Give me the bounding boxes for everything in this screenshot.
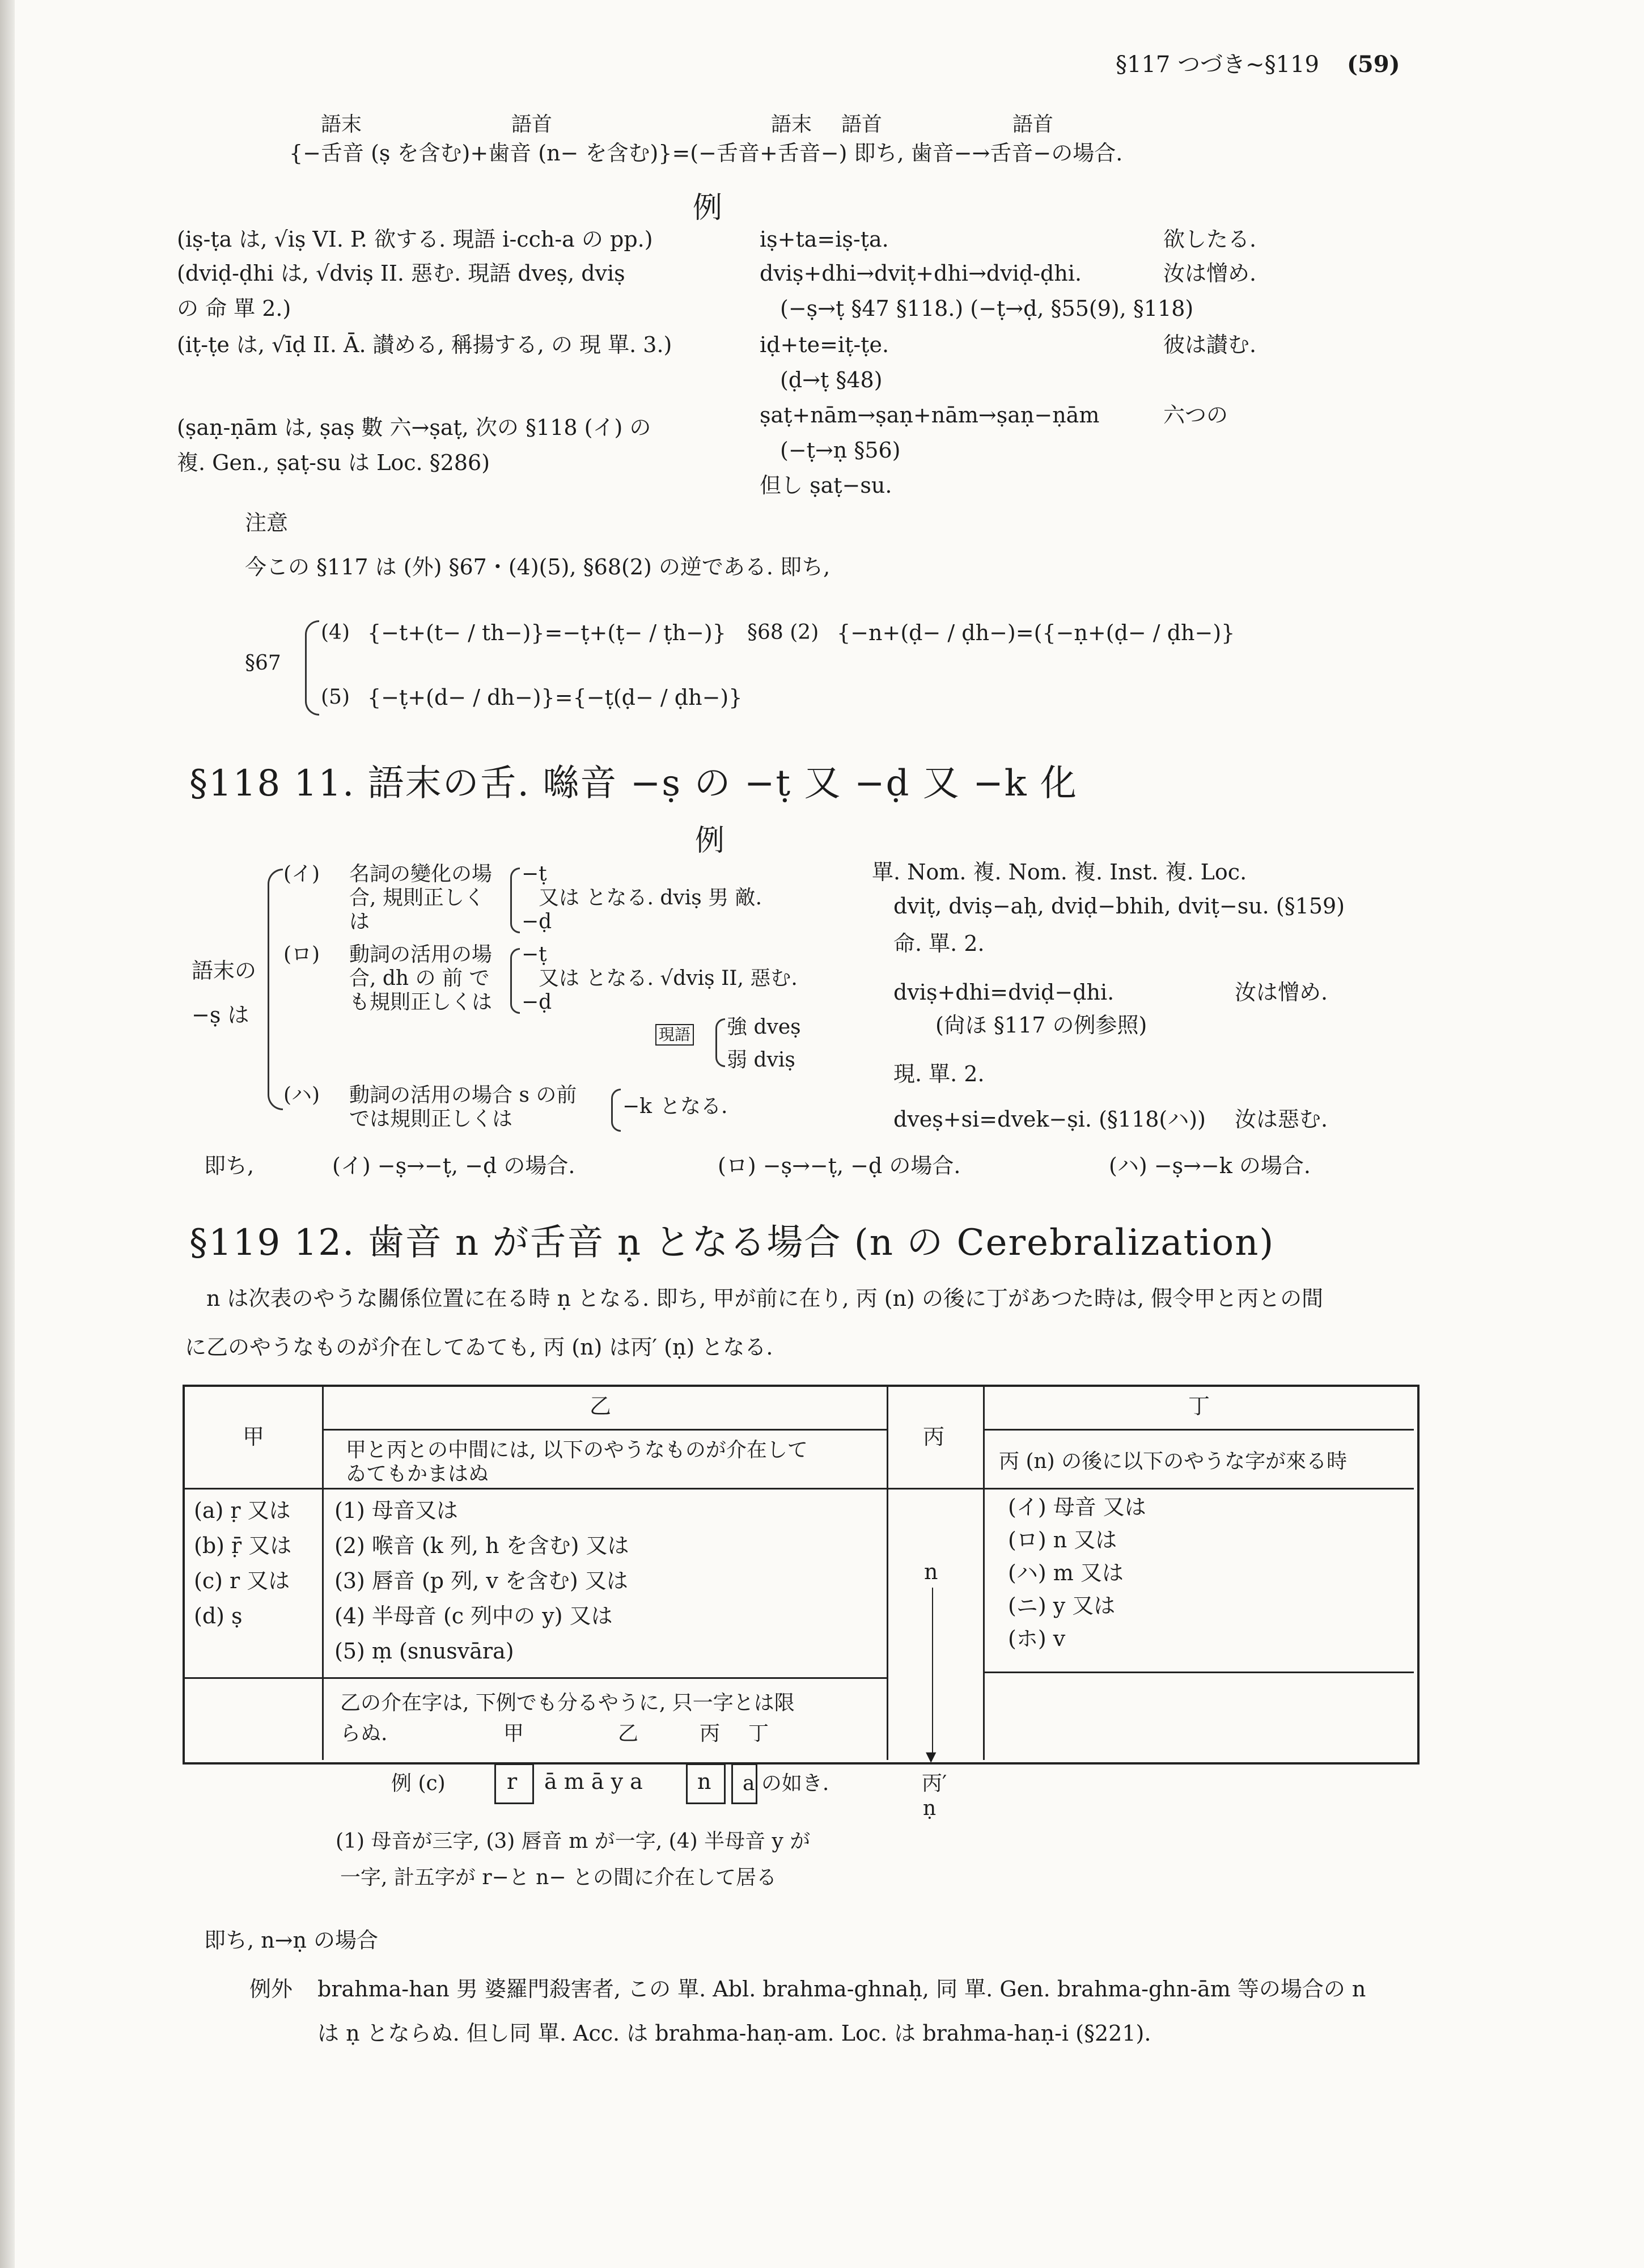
table-otsu-1: (1) 母音又は [334,1498,458,1523]
table-col-line-3 [983,1387,985,1760]
table-ex-middle: ā m ā y a [544,1769,643,1794]
s118-right-ex1: dviṣ+dhi=dviḍ−ḍhi. [893,980,1115,1005]
table-tei-ro: (ロ) n 又は [1008,1527,1117,1552]
note-dviddhi-2: の 命 單 2.) [177,296,291,321]
label-gomatsu-2: 語末 [771,113,812,136]
table-otsu-3: (3) 唇音 (p 列, v を含む) 又は [334,1568,628,1593]
section-118-heading: §118 11. 語末の舌. 噝音 −ṣ の −ṭ 又 −ḍ 又 −k 化 [189,763,1078,805]
table-hei-prime: 丙′ [922,1772,947,1795]
table-header-ko: 甲 [243,1424,265,1449]
page-number: (59) [1347,51,1400,78]
formula-67-row4-label: (4) [321,621,350,644]
example-heading: 例 [693,191,723,225]
s118-weak: 弱 dviṣ [727,1048,795,1072]
ex-itte-ref: (ḍ→ṭ §48) [780,367,883,392]
table-tei-ha: (ハ) m 又は [1008,1560,1124,1585]
table-ko-b: (b) ṝ 又は [194,1533,292,1558]
s118-ha-opt1: −k [622,1095,652,1118]
table-otsu-note-2: らぬ. [340,1722,388,1745]
formula-67-label: §67 [245,651,281,675]
formula-68: {−n+(ḍ− / ḍh−)=({−ṇ+(ḍ− / ḍh−)} [837,620,1235,645]
s118-i-opt2: −ḍ [522,910,552,933]
label-goshu-3: 語首 [1012,113,1054,136]
table-ex-label-ko: 甲 [503,1722,524,1745]
s118-right-gloss1: 汝は憎め. [1235,980,1328,1005]
table-ex-label-tei: 丁 [748,1722,769,1745]
table-otsu-note-4: 一字, 計五字が r−と n− との間に介在して居る [340,1866,777,1889]
note-sannam-2: 複. Gen., ṣaṭ-su は Loc. §286) [177,450,490,475]
table-otsu-4: (4) 半母音 (c 列中の y) 又は [334,1603,613,1628]
s118-left-label-1: 語末の [192,958,257,983]
scan-edge [0,0,15,2268]
s119-intro-2: に乙のやうなものが介在してゐても, 丙 (n) は丙′ (ṇ) となる. [185,1335,773,1360]
ex-dviddhi-ref: (−ṣ→ṭ §47 §118.) (−ṭ→ḍ, §55(9), §118) [780,296,1194,321]
table-ex-label-otsu: 乙 [618,1722,639,1745]
table-otsu-note-1: 乙の介在字は, 下例でも分るやうに, 只一字とは限 [340,1691,795,1715]
table-col-line-1 [322,1387,324,1760]
gloss-3: 彼は讃む. [1163,332,1257,357]
s118-ha-brace [611,1089,621,1132]
table-hei-n: n [924,1559,938,1584]
s118-example-heading: 例 [695,824,725,858]
table-tei-ni: (ニ) y 又は [1008,1593,1116,1618]
s118-i-line2: 合, 規則正しく [349,886,485,909]
s118-strong: 強 dveṣ [727,1015,801,1039]
table-header-otsu: 乙 [590,1394,612,1419]
gloss-2: 汝は憎め. [1163,261,1257,286]
table-otsu-5: (5) ṃ (snusvāra) [334,1639,514,1664]
ex-itte: iḍ+te=iṭ-ṭe. [760,332,889,357]
table-otsu-subline [322,1429,887,1431]
s118-marker-ha: (ハ) [283,1084,320,1107]
s118-right-ref: (尙ほ §117 の例参照) [935,1013,1147,1038]
s118-right-ex2: dveṣ+si=dvek−ṣi. (§118(ハ)) [893,1107,1206,1132]
s118-i-opt1: −ṭ [522,862,547,886]
note-dviddhi: (dviḍ-ḍhi は, √dviṣ II. 惡む. 現語 dveṣ, dviṣ [177,261,625,286]
s118-right-cases: 單. Nom. 複. Nom. 複. Inst. 複. Loc. [872,860,1247,885]
section-119-heading: §119 12. 歯音 n が舌音 ṇ となる場合 (n の Cerebralization) [189,1222,1275,1264]
s118-summary-sunawachi: 即ち, [204,1153,255,1178]
s118-summary-ha: (ハ) −ṣ→−k の場合. [1109,1153,1311,1178]
rule-formula: {−舌音 (ṣ を含む)+歯音 (n− を含む)}=(−舌音+舌音−) 即ち, 歯音−→舌音−の場合. [289,141,1123,166]
s118-left-label-2: −ṣ は [192,1002,249,1027]
exception-label: 例外 [249,1977,293,2002]
formula-67-row5: {−ṭ+(d− / dh−)}={−ṭ(ḍ− / ḍh−)} [367,685,743,710]
s118-right-forms: dviṭ, dviṣ−aḥ, dviḍ−bhih, dviṭ−su. (§159) [893,894,1345,919]
formula-67-row4: {−t+(t− / th−)}=−ṭ+(ṭ− / ṭh−)} [367,620,726,645]
table-header-hei: 丙 [923,1424,945,1449]
table-ko-c: (c) r 又は [194,1568,290,1593]
table-tei-ho: (ホ) v [1008,1626,1066,1651]
table-otsu-sub-1: 甲と丙との中間には, 以下のやうなものが介在して [346,1438,808,1462]
table-ex-n: n [697,1769,711,1794]
table-otsu-2: (2) 喉音 (k 列, h を含む) 又は [334,1533,629,1558]
table-tei-sub: 丙 (n) の後に以下のやうな字が來る時 [999,1450,1348,1473]
table-ko-d: (d) ṣ [194,1603,243,1628]
label-goshu-1: 語首 [511,113,553,136]
note-ista: (iṣ-ṭa は, √iṣ VI. P. 欲する. 現語 i-cch-a の pp.) [177,227,653,252]
table-mid-line-right [983,1672,1414,1673]
s118-i-result: 又は となる. dviṣ 男 敵. [539,886,762,909]
s118-tag-gengo: 現語 [655,1024,694,1046]
note-sannam: (ṣaṇ-ṇām は, ṣaṣ 數 六→ṣaṭ, 次の §118 (イ) の [177,415,651,440]
s118-ha-line2: では規則正しくは [349,1107,513,1131]
table-col-line-2 [887,1387,888,1760]
s118-marker-ro: (ロ) [283,943,320,966]
note-text: 今この §117 は (外) §67・(4)(5), §68(2) の逆である. 即ち, [245,555,831,579]
table-otsu-note-3: (1) 母音が三字, (3) 唇音 m が一字, (4) 半母音 y が [336,1830,811,1853]
ex-sannam: ṣaṭ+nām→ṣaṇ+nām→ṣaṇ−ṇām [760,403,1100,428]
gloss-4: 六つの [1163,403,1228,428]
table-ex-prefix: 例 (c) [391,1772,446,1795]
table-header-line [185,1488,1414,1490]
formula-67-brace [305,620,319,716]
s118-summary-i: (イ) −ṣ→−ṭ, −ḍ の場合. [332,1153,575,1178]
s118-ro-line1: 動詞の活用の場 [349,943,493,966]
s118-ro-result: 又は となる. √dviṣ II, 惡む. [539,967,798,990]
s118-right-pres: 現. 單. 2. [893,1061,985,1086]
s118-i-brace [510,868,520,933]
running-header: §117 つづき~§119 [1116,52,1319,78]
table-header-tei: 丁 [1188,1394,1210,1419]
s118-main-brace [268,869,283,1110]
table-otsu-sub-2: ゐてもかまはぬ [346,1462,489,1486]
table-ex-r: r [507,1769,518,1794]
s118-i-line3: は [349,910,370,933]
label-gomatsu-1: 語末 [321,113,362,136]
table-mid-line-left [185,1677,887,1679]
table-hei-retroflex: ṇ [923,1797,937,1820]
ex-dviddhi: dviṣ+dhi→dviṭ+dhi→dviḍ-ḍhi. [760,261,1082,286]
table-hei-arrow-line [932,1588,933,1758]
table-ko-a: (a) ṛ 又は [194,1498,291,1523]
s118-ro-brace [510,948,520,1014]
table-tei-subline [983,1429,1414,1431]
arrow-down-icon: ▼ [926,1749,937,1765]
conclusion: 即ち, n→ṇ の場合 [204,1928,379,1953]
s118-ha-result: となる. [660,1095,728,1118]
s119-intro-1: n は次表のやうな關係位置に在る時 ṇ となる. 即ち, 甲が前に在り, 丙 (n) の後に丁があつた時は, 假令甲と丙との間 [206,1286,1324,1311]
s118-ro-opt1: −ṭ [522,943,547,966]
formula-68-label: §68 (2) [747,621,819,644]
exception-line-1: brahma-han 男 婆羅門殺害者, この 單. Abl. brahma-ghnaḥ, 同 單. Gen. brahma-ghn-ām 等の場合の n [317,1977,1366,2002]
exception-line-2: は ṇ とならぬ. 但し同 單. Acc. は brahma-haṇ-am. Loc. は brahma-haṇ-i (§221). [317,2021,1151,2046]
s118-ro-opt2: −ḍ [522,991,552,1014]
ex-satsu: 但し ṣaṭ−su. [760,473,892,498]
table-ex-suffix: a の如き. [743,1772,829,1795]
gloss-1: 欲したる. [1163,227,1257,252]
formula-67-row5-label: (5) [321,686,350,709]
s118-strong-weak-brace [715,1018,725,1067]
s118-ha-line1: 動詞の活用の場合 s の前 [349,1084,577,1107]
ex-ista: iṣ+ta=iṣ-ṭa. [760,227,889,252]
table-ex-label-hei: 丙 [700,1722,721,1745]
s118-ro-line3: も規則正しくは [349,991,493,1014]
s118-ro-line2: 合, dh の 前 で [349,967,490,990]
s118-right-gloss2: 汝は惡む. [1235,1107,1328,1132]
s118-i-line1: 名詞の變化の場 [349,862,493,886]
label-goshu-2: 語首 [841,113,883,136]
s118-summary-ro: (ロ) −ṣ→−ṭ, −ḍ の場合. [718,1153,961,1178]
table-tei-i: (イ) 母音 又は [1008,1495,1146,1520]
s118-right-imp: 命. 單. 2. [893,931,985,956]
ex-sannam-ref: (−ṭ→ṇ §56) [780,438,901,463]
note-itte: (iṭ-ṭe は, √īḍ II. Ā. 讃める, 稱揚する, の 現 單. 3.) [177,332,672,357]
note-title: 注意 [245,510,289,535]
s118-marker-i: (イ) [283,862,320,886]
